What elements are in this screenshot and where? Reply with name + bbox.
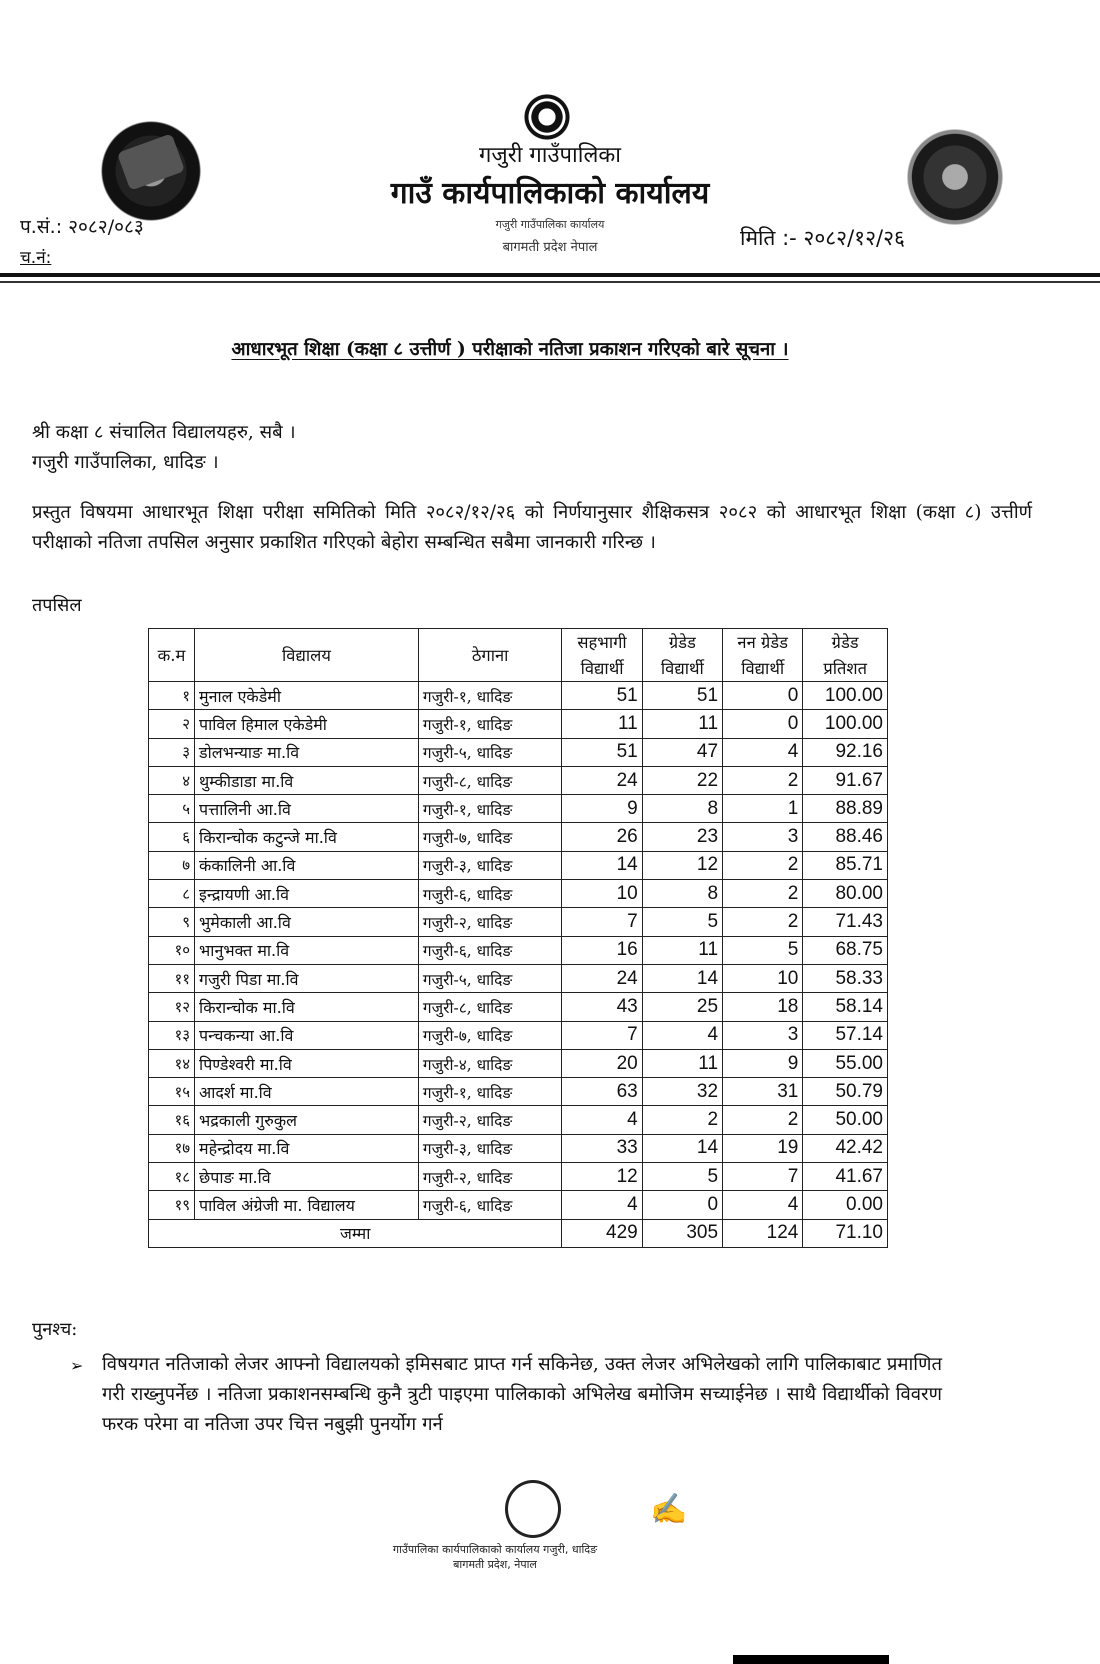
row-graded: 8 — [642, 880, 722, 908]
row-sn: १८ — [149, 1163, 195, 1191]
row-nongraded: 4 — [723, 738, 803, 766]
header-stamp-text: गजुरी गाउँपालिका कार्यालय — [495, 218, 605, 231]
row-graded: 0 — [642, 1191, 722, 1219]
header-percent-sub: प्रतिशत — [803, 655, 888, 682]
row-sn: ५ — [149, 795, 195, 823]
row-percent: 42.42 — [803, 1134, 888, 1162]
row-nongraded: 19 — [723, 1134, 803, 1162]
row-nongraded: 5 — [723, 936, 803, 964]
details-label: तपसिल — [32, 595, 82, 616]
row-participants: 7 — [562, 908, 642, 936]
total-nongraded: 124 — [723, 1219, 803, 1247]
row-graded: 22 — [642, 766, 722, 794]
row-percent: 91.67 — [803, 766, 888, 794]
table-row — [149, 1106, 888, 1134]
addressee-line-1: श्री कक्षा ८ संचालित विद्यालयहरु, सबै । — [32, 422, 296, 443]
row-school: पाविल हिमाल एकेडेमी — [195, 710, 419, 738]
results-table — [148, 628, 888, 1248]
table-row — [149, 1078, 888, 1106]
table-row — [149, 993, 888, 1021]
header-nongraded-sub: विद्यार्थी — [723, 655, 803, 682]
row-sn: ९ — [149, 908, 195, 936]
row-sn: १३ — [149, 1021, 195, 1049]
row-school: कंकालिनी आ.वि — [195, 851, 419, 879]
total-label: जम्मा — [149, 1219, 562, 1247]
header-graded-sub: विद्यार्थी — [642, 655, 722, 682]
header-nongraded: नन ग्रेडेड — [723, 629, 803, 656]
row-address: गजुरी-१, धादिङ — [418, 682, 562, 710]
row-nongraded: 4 — [723, 1191, 803, 1219]
row-address: गजुरी-५, धादिङ — [418, 738, 562, 766]
office-title: गाउँ कार्यपालिकाको कार्यालय — [390, 176, 710, 211]
row-school: छेपाङ मा.वि — [195, 1163, 419, 1191]
row-graded: 14 — [642, 1134, 722, 1162]
row-school: थुम्कीडाडा मा.वि — [195, 766, 419, 794]
row-address: गजुरी-२, धादिङ — [418, 1106, 562, 1134]
row-school: पन्चकन्या आ.वि — [195, 1021, 419, 1049]
row-sn: १७ — [149, 1134, 195, 1162]
row-school: भुमेकाली आ.वि — [195, 908, 419, 936]
dispatch-number-label: च.नं: — [20, 248, 52, 268]
reference-label: प.सं.: — [20, 216, 63, 238]
row-graded: 23 — [642, 823, 722, 851]
row-participants: 24 — [562, 964, 642, 992]
row-participants: 33 — [562, 1134, 642, 1162]
row-school: पिण्डेश्वरी मा.वि — [195, 1049, 419, 1077]
municipality-seal-icon — [520, 90, 574, 144]
row-school: डोलभन्याङ मा.वि — [195, 738, 419, 766]
municipality-logo-right-icon — [900, 122, 1010, 232]
row-participants: 10 — [562, 880, 642, 908]
row-participants: 20 — [562, 1049, 642, 1077]
row-percent: 57.14 — [803, 1021, 888, 1049]
row-address: गजुरी-३, धादिङ — [418, 851, 562, 879]
table-row — [149, 1049, 888, 1077]
table-row — [149, 710, 888, 738]
row-address: गजुरी-६, धादिङ — [418, 880, 562, 908]
row-participants: 26 — [562, 823, 642, 851]
row-nongraded: 1 — [723, 795, 803, 823]
redaction-bar — [733, 1655, 889, 1664]
row-percent: 68.75 — [803, 936, 888, 964]
row-graded: 5 — [642, 908, 722, 936]
row-address: गजुरी-६, धादिङ — [418, 936, 562, 964]
row-address: गजुरी-४, धादिङ — [418, 1049, 562, 1077]
table-header-row-1 — [149, 629, 888, 656]
row-percent: 58.14 — [803, 993, 888, 1021]
row-nongraded: 3 — [723, 1021, 803, 1049]
row-participants: 4 — [562, 1106, 642, 1134]
row-address: गजुरी-२, धादिङ — [418, 1163, 562, 1191]
notice-subject: आधारभूत शिक्षा (कक्षा ८ उत्तीर्ण ) परीक्षाको नतिजा प्रकाशन गरिएको बारे सूचना । — [231, 339, 789, 360]
row-school: किरान्चोक कटुन्जे मा.वि — [195, 823, 419, 851]
nepal-emblem-left-icon — [92, 112, 210, 230]
row-percent: 0.00 — [803, 1191, 888, 1219]
row-percent: 50.00 — [803, 1106, 888, 1134]
reference-value: २०८२/०८३ — [68, 216, 144, 238]
table-row — [149, 682, 888, 710]
table-row — [149, 1163, 888, 1191]
office-stamp-icon — [505, 1480, 561, 1538]
arrow-bullet-icon: ➢ — [70, 1356, 84, 1375]
row-graded: 25 — [642, 993, 722, 1021]
row-percent: 88.46 — [803, 823, 888, 851]
row-graded: 11 — [642, 936, 722, 964]
row-participants: 9 — [562, 795, 642, 823]
row-school: पाविल अंग्रेजी मा. विद्यालय — [195, 1191, 419, 1219]
row-nongraded: 18 — [723, 993, 803, 1021]
row-participants: 51 — [562, 738, 642, 766]
row-nongraded: 2 — [723, 1106, 803, 1134]
row-address: गजुरी-६, धादिङ — [418, 1191, 562, 1219]
results-body — [149, 682, 888, 1220]
row-participants: 4 — [562, 1191, 642, 1219]
header-participants: सहभागी — [562, 629, 642, 656]
row-graded: 5 — [642, 1163, 722, 1191]
row-percent: 92.16 — [803, 738, 888, 766]
row-percent: 80.00 — [803, 880, 888, 908]
row-nongraded: 3 — [723, 823, 803, 851]
row-graded: 32 — [642, 1078, 722, 1106]
table-row — [149, 908, 888, 936]
row-sn: १६ — [149, 1106, 195, 1134]
row-sn: ७ — [149, 851, 195, 879]
row-sn: १५ — [149, 1078, 195, 1106]
addressee-line-2: गजुरी गाउँपालिका, धादिङ । — [32, 452, 219, 473]
row-school: मुनाल एकेडेमी — [195, 682, 419, 710]
row-participants: 14 — [562, 851, 642, 879]
row-nongraded: 0 — [723, 710, 803, 738]
letter-date — [740, 225, 905, 251]
row-school: गजुरी पिडा मा.वि — [195, 964, 419, 992]
date-value: २०८२/१२/२६ — [803, 226, 905, 250]
row-sn: १४ — [149, 1049, 195, 1077]
row-graded: 8 — [642, 795, 722, 823]
row-sn: १९ — [149, 1191, 195, 1219]
row-participants: 63 — [562, 1078, 642, 1106]
row-percent: 71.43 — [803, 908, 888, 936]
row-school: आदर्श मा.वि — [195, 1078, 419, 1106]
municipality-name: गजुरी गाउँपालिका — [479, 143, 621, 168]
table-row — [149, 936, 888, 964]
row-sn: ६ — [149, 823, 195, 851]
total-percent: 71.10 — [803, 1219, 888, 1247]
header-participants-sub: विद्यार्थी — [562, 655, 642, 682]
row-address: गजुरी-८, धादिङ — [418, 766, 562, 794]
row-sn: ८ — [149, 880, 195, 908]
row-address: गजुरी-८, धादिङ — [418, 993, 562, 1021]
row-nongraded: 2 — [723, 766, 803, 794]
row-school: इन्द्रायणी आ.वि — [195, 880, 419, 908]
row-percent: 55.00 — [803, 1049, 888, 1077]
row-address: गजुरी-२, धादिङ — [418, 908, 562, 936]
row-participants: 51 — [562, 682, 642, 710]
row-address: गजुरी-१, धादिङ — [418, 795, 562, 823]
row-percent: 85.71 — [803, 851, 888, 879]
reference-number — [20, 215, 144, 239]
row-participants: 7 — [562, 1021, 642, 1049]
row-participants: 11 — [562, 710, 642, 738]
row-sn: १० — [149, 936, 195, 964]
row-nongraded: 9 — [723, 1049, 803, 1077]
row-sn: २ — [149, 710, 195, 738]
row-school: भानुभक्त मा.वि — [195, 936, 419, 964]
row-school: किरान्चोक मा.वि — [195, 993, 419, 1021]
table-row — [149, 1021, 888, 1049]
row-graded: 12 — [642, 851, 722, 879]
postscript-label: पुनश्च: — [32, 1319, 78, 1340]
row-graded: 11 — [642, 1049, 722, 1077]
row-nongraded: 7 — [723, 1163, 803, 1191]
date-label: मिति :- — [740, 226, 797, 250]
office-stamp-text: गाउँपालिका कार्यपालिकाको कार्यालय गजुरी, धादिङ बागमती प्रदेश, नेपाल — [392, 1543, 598, 1571]
header-divider-thin — [0, 281, 1100, 283]
row-participants: 16 — [562, 936, 642, 964]
table-row — [149, 851, 888, 879]
row-graded: 47 — [642, 738, 722, 766]
row-address: गजुरी-७, धादिङ — [418, 823, 562, 851]
row-nongraded: 2 — [723, 908, 803, 936]
province-line: बागमती प्रदेश नेपाल — [502, 240, 598, 255]
row-address: गजुरी-१, धादिङ — [418, 710, 562, 738]
row-graded: 14 — [642, 964, 722, 992]
row-school: महेन्द्रोदय मा.वि — [195, 1134, 419, 1162]
row-nongraded: 31 — [723, 1078, 803, 1106]
row-address: गजुरी-७, धादिङ — [418, 1021, 562, 1049]
row-sn: ४ — [149, 766, 195, 794]
row-graded: 4 — [642, 1021, 722, 1049]
row-school: भद्रकाली गुरुकुल — [195, 1106, 419, 1134]
header-graded: ग्रेडेड — [642, 629, 722, 656]
row-percent: 50.79 — [803, 1078, 888, 1106]
row-address: गजुरी-३, धादिङ — [418, 1134, 562, 1162]
row-school: पत्तालिनी आ.वि — [195, 795, 419, 823]
row-percent: 88.89 — [803, 795, 888, 823]
row-sn: १२ — [149, 993, 195, 1021]
header-sn: क.म — [149, 629, 195, 682]
body-paragraph: प्रस्तुत विषयमा आधारभूत शिक्षा परीक्षा समितिको मिति २०८२/१२/२६ को निर्णयानुसार शैक्षिकसत्र २०८२ को आधारभूत शिक्षा (कक्षा ८) उत्तीर्ण परीक्षाको नतिजा तपसिल अनुसार प्रकाशित गरिएको बेहोरा सम्बन्धित सबैमा जानकारी गरिन्छ । — [32, 502, 1032, 553]
header-percent: ग्रेडेड — [803, 629, 888, 656]
row-sn: ३ — [149, 738, 195, 766]
row-nongraded: 0 — [723, 682, 803, 710]
row-graded: 11 — [642, 710, 722, 738]
row-percent: 58.33 — [803, 964, 888, 992]
total-graded: 305 — [642, 1219, 722, 1247]
total-participants: 429 — [562, 1219, 642, 1247]
table-row — [149, 880, 888, 908]
row-participants: 43 — [562, 993, 642, 1021]
header-address: ठेगाना — [418, 629, 562, 682]
table-row — [149, 766, 888, 794]
table-row — [149, 1134, 888, 1162]
row-percent: 100.00 — [803, 682, 888, 710]
row-percent: 41.67 — [803, 1163, 888, 1191]
row-address: गजुरी-५, धादिङ — [418, 964, 562, 992]
row-sn: ११ — [149, 964, 195, 992]
row-graded: 2 — [642, 1106, 722, 1134]
row-percent: 100.00 — [803, 710, 888, 738]
postscript-text: विषयगत नतिजाको लेजर आफ्नो विद्यालयको इमिसबाट प्राप्त गर्न सकिनेछ, उक्त लेजर अभिलेखको लागि पालिकाबाट प्रमाणित गरी राख्नुपर्नेछ । नतिजा प्रकाशनसम्बन्धि कुनै त्रुटी पाइएमा पालिकाको अभिलेख बमोजिम सच्याईनेछ । साथै विद्यार्थीको विवरण फरक परेमा वा नतिजा उपर चित्त नबुझी पुनर्योग गर्न — [102, 1354, 942, 1435]
header-school: विद्यालय — [195, 629, 419, 682]
row-sn: १ — [149, 682, 195, 710]
table-row — [149, 823, 888, 851]
header-divider — [0, 273, 1100, 277]
row-participants: 24 — [562, 766, 642, 794]
row-participants: 12 — [562, 1163, 642, 1191]
row-nongraded: 10 — [723, 964, 803, 992]
row-address: गजुरी-१, धादिङ — [418, 1078, 562, 1106]
row-graded: 51 — [642, 682, 722, 710]
table-row — [149, 1191, 888, 1219]
row-nongraded: 2 — [723, 880, 803, 908]
total-row — [149, 1219, 888, 1247]
table-row — [149, 738, 888, 766]
table-row — [149, 964, 888, 992]
row-nongraded: 2 — [723, 851, 803, 879]
table-row — [149, 795, 888, 823]
signature: ✍ — [650, 1492, 688, 1527]
